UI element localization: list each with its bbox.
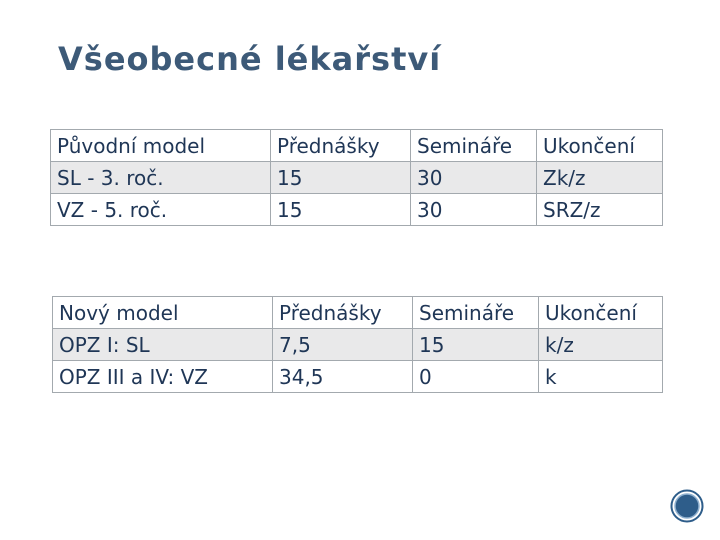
header-completion: Ukončení (539, 297, 663, 329)
row-label: VZ - 5. roč. (51, 194, 271, 226)
seminars-cell: 0 (413, 361, 539, 393)
header-lectures: Přednášky (271, 130, 411, 162)
slide-nav-button[interactable] (670, 489, 704, 523)
table-row (53, 361, 663, 393)
header-lectures: Přednášky (273, 297, 413, 329)
slide-title: Všeobecné lékařství (58, 40, 442, 78)
lectures-cell: 7,5 (273, 329, 413, 361)
completion-cell: k (539, 361, 663, 393)
seminars-cell: 15 (413, 329, 539, 361)
row-label: OPZ I: SL (53, 329, 273, 361)
completion-cell: k/z (539, 329, 663, 361)
header-seminars: Semináře (411, 130, 537, 162)
original-model-table (50, 129, 663, 226)
table-row (51, 194, 663, 226)
completion-cell: Zk/z (537, 162, 663, 194)
header-model: Nový model (53, 297, 273, 329)
header-completion: Ukončení (537, 130, 663, 162)
table-header-row (53, 297, 663, 329)
header-seminars: Semináře (413, 297, 539, 329)
seminars-cell: 30 (411, 194, 537, 226)
new-model-table (52, 296, 663, 393)
table-row (53, 329, 663, 361)
table-row (51, 162, 663, 194)
circle-nav-icon (670, 489, 704, 523)
seminars-cell: 30 (411, 162, 537, 194)
row-label: OPZ III a IV: VZ (53, 361, 273, 393)
header-model: Původní model (51, 130, 271, 162)
lectures-cell: 34,5 (273, 361, 413, 393)
row-label: SL - 3. roč. (51, 162, 271, 194)
lectures-cell: 15 (271, 194, 411, 226)
table-header-row (51, 130, 663, 162)
completion-cell: SRZ/z (537, 194, 663, 226)
lectures-cell: 15 (271, 162, 411, 194)
